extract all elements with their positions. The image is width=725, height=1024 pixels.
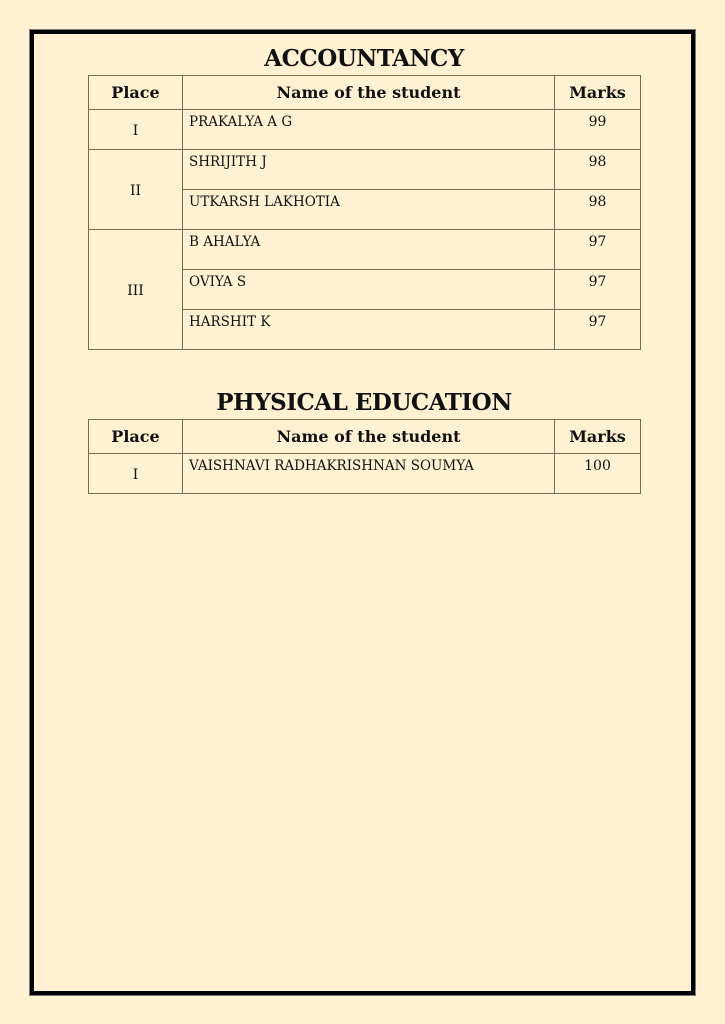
- physical-education-table: [88, 419, 641, 494]
- table-header-row: [89, 420, 641, 454]
- student-name: B AHALYA: [183, 230, 555, 270]
- student-name: UTKARSH LAKHOTIA: [183, 190, 555, 230]
- header-marks: Marks: [555, 420, 641, 454]
- marks-cell: 100: [555, 454, 641, 494]
- table-header-row: [89, 76, 641, 110]
- header-name: Name of the student: [183, 76, 555, 110]
- accountancy-table: [88, 75, 641, 350]
- place-cell: I: [89, 454, 183, 494]
- header-marks: Marks: [555, 76, 641, 110]
- header-place: Place: [89, 76, 183, 110]
- marks-cell: 98: [555, 190, 641, 230]
- student-name: SHRIJITH J: [183, 150, 555, 190]
- place-cell: III: [89, 230, 183, 350]
- student-name: VAISHNAVI RADHAKRISHNAN SOUMYA: [183, 454, 555, 494]
- marks-cell: 98: [555, 150, 641, 190]
- section-title-physical-education: PHYSICAL EDUCATION: [216, 389, 512, 416]
- marks-cell: 97: [555, 270, 641, 310]
- place-cell: I: [89, 110, 183, 150]
- marks-cell: 99: [555, 110, 641, 150]
- place-cell: II: [89, 150, 183, 230]
- table-row: [89, 454, 641, 494]
- table-row: [89, 150, 641, 190]
- header-place: Place: [89, 420, 183, 454]
- student-name: OVIYA S: [183, 270, 555, 310]
- marks-cell: 97: [555, 230, 641, 270]
- marks-cell: 97: [555, 310, 641, 350]
- table-row: [89, 110, 641, 150]
- header-name: Name of the student: [183, 420, 555, 454]
- section-title-accountancy: ACCOUNTANCY: [264, 45, 464, 72]
- student-name: PRAKALYA A G: [183, 110, 555, 150]
- table-row: [89, 230, 641, 270]
- student-name: HARSHIT K: [183, 310, 555, 350]
